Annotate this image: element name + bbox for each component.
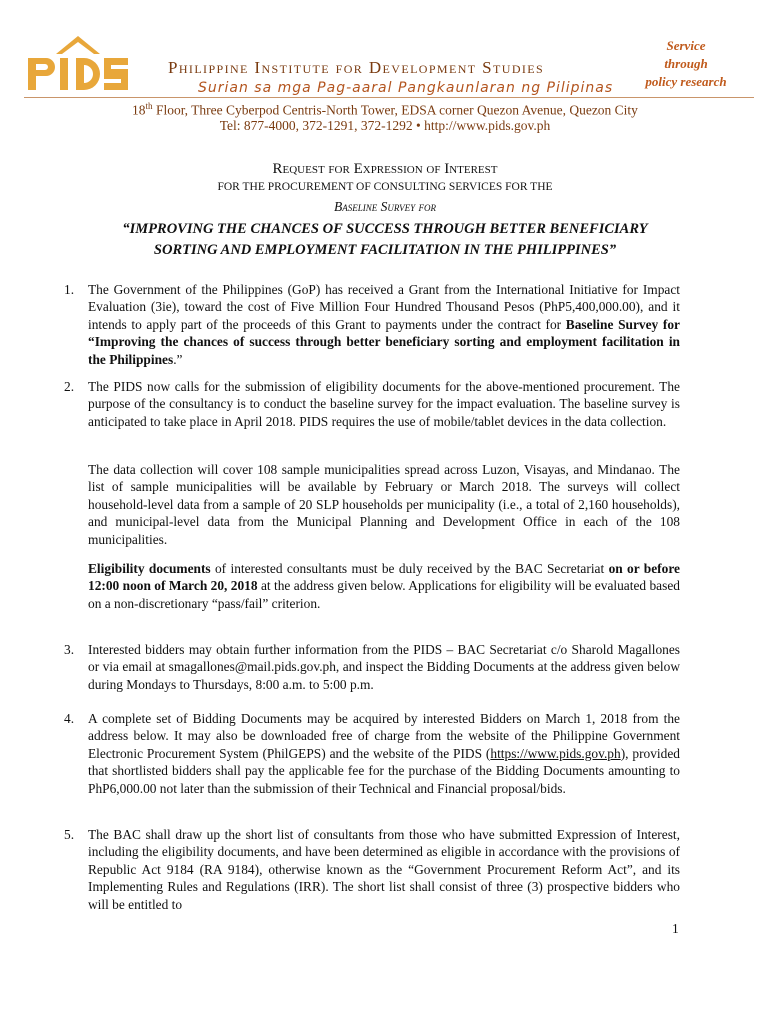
list-item-1	[64, 281, 681, 368]
item-text: The BAC shall draw up the short list of consultants from those who have submitted Expression of Interest, including the eligibility documents, and have been determined as eligible in accordance with the provisions of Republic Act 9184 (RA 9184), otherwise known as the “Government Procurement Reform Act”, and its Implementing Rules and Regulations (IRR). The short list shall consist of three (3) prospective bidders who will be entitled to	[88, 827, 680, 912]
item-text: The PIDS now calls for the submission of eligibility documents for the above-mentioned procurement. The purpose of the consultancy is to conduct the baseline survey for the impact evaluation. The baseline survey is anticipated to take place in April 2018. PIDS requires the use of mobile/tablet devices in the data collection.	[88, 379, 680, 429]
list-item-4	[64, 710, 680, 797]
doc-subtitle: FOR THE PROCUREMENT OF CONSULTING SERVICES FOR THE	[217, 181, 553, 193]
tagline-line: Service	[666, 38, 706, 53]
item-text: The data collection will cover 108 sample municipalities spread across Luzon, Visayas, and Mindanao. The list of sample municipalities will be available by February or March 2018. The surveys will collect household-level data from a sample of 20 SLP households per municipality (i.e., a total of 2,160 households), and municipal-level data from the Municipal Planning and Development Office in each of the 108 municipalities.	[88, 462, 680, 547]
item-bold-text: Eligibility documents	[88, 561, 211, 576]
project-title-line: “IMPROVING THE CHANCES OF SUCCESS THROUGH BETTER BENEFICIARY	[122, 221, 648, 237]
item-number: 5.	[64, 827, 75, 842]
item-text: of interested consultants must be duly received by the BAC Secretariat	[210, 561, 609, 576]
list-item-3	[64, 641, 680, 693]
doc-survey-label: Baseline Survey for	[333, 199, 437, 214]
list-item-5	[64, 826, 680, 913]
list-item-2	[64, 378, 680, 430]
address-rest: Floor, Three Cyberpod Centris-North Tower, EDSA corner Quezon Avenue, Quezon City	[152, 102, 638, 118]
item-bold-text: Baseline Survey for “Improving the chances of success through better beneficiary sorting and employment facilitation in the Philippines	[88, 316, 681, 367]
item-text: Interested bidders may obtain further information from the PIDS – BAC Secretariat c/o Sharold Magallones or via email at smagallones@mail.pids.gov.ph, and inspect the Bidding Documents at the address given below during Mondays to Thursdays, 8:00 a.m. to 5:00 p.m.	[88, 642, 680, 692]
item-number: 3.	[64, 642, 75, 657]
list-item-2-paragraph	[88, 461, 680, 548]
item-bold-text: on or before 12:00 noon of March 20, 2018	[88, 561, 680, 594]
doc-project-title	[0, 219, 770, 261]
contact-line: Tel: 877-4000, 372-1291, 372-1292 • http://www.pids.gov.ph	[219, 118, 551, 133]
pids-logo	[24, 34, 132, 92]
item-text: ), provided that shortlisted bidders shall pay the applicable fee for the purchase of the Bidding Documents amounting to PhP6,000.00 not later than the submission of their Technical and Financial proposal/bids.	[88, 745, 680, 796]
address-floor: 18	[132, 102, 146, 118]
item-text: at the address given below. Applications for eligibility will be evaluated based on a non-discretionary “pass/fail” criterion.	[88, 578, 680, 611]
address-suffix: th	[145, 101, 153, 111]
tagline	[636, 37, 736, 91]
institute-subtitle: Surian sa mga Pag-aaral Pangkaunlaran ng Pilipinas	[198, 80, 614, 96]
item-text: The Government of the Philippines (GoP) has received a Grant from the International Initiative for Impact Evaluation (3ie), toward the cost of Five Million Four Hundred Thousand Pesos (PhP5,400,000.00), and it intends to apply part of the proceeds of this Grant to payments under the contract for	[88, 282, 680, 332]
address-line	[0, 101, 770, 119]
item-text: .”	[173, 351, 183, 367]
project-title-line: SORTING AND EMPLOYMENT FACILITATION IN THE PHILIPPINES”	[153, 242, 617, 258]
tagline-line: through	[664, 56, 708, 71]
item-text: A complete set of Bidding Documents may be acquired by interested Bidders on March 1, 2018 from the address below. It may also be downloaded free of charge from the website of the Philippine Government Electronic Procurement System (PhilGEPS) and the website of the PIDS (	[88, 711, 680, 761]
doc-title: Request for Expression of Interest	[272, 161, 498, 177]
item-number: 2.	[64, 379, 75, 394]
page-number: 1	[672, 921, 679, 936]
item-number: 4.	[64, 711, 75, 726]
institute-name: Philippine Institute for Development Studies	[168, 58, 545, 77]
header-divider	[24, 97, 754, 98]
pids-website-link[interactable]: https://www.pids.gov.ph	[490, 745, 621, 761]
list-item-2-eligibility	[88, 560, 680, 612]
tagline-line: policy research	[645, 74, 727, 89]
item-number: 1.	[64, 282, 75, 297]
